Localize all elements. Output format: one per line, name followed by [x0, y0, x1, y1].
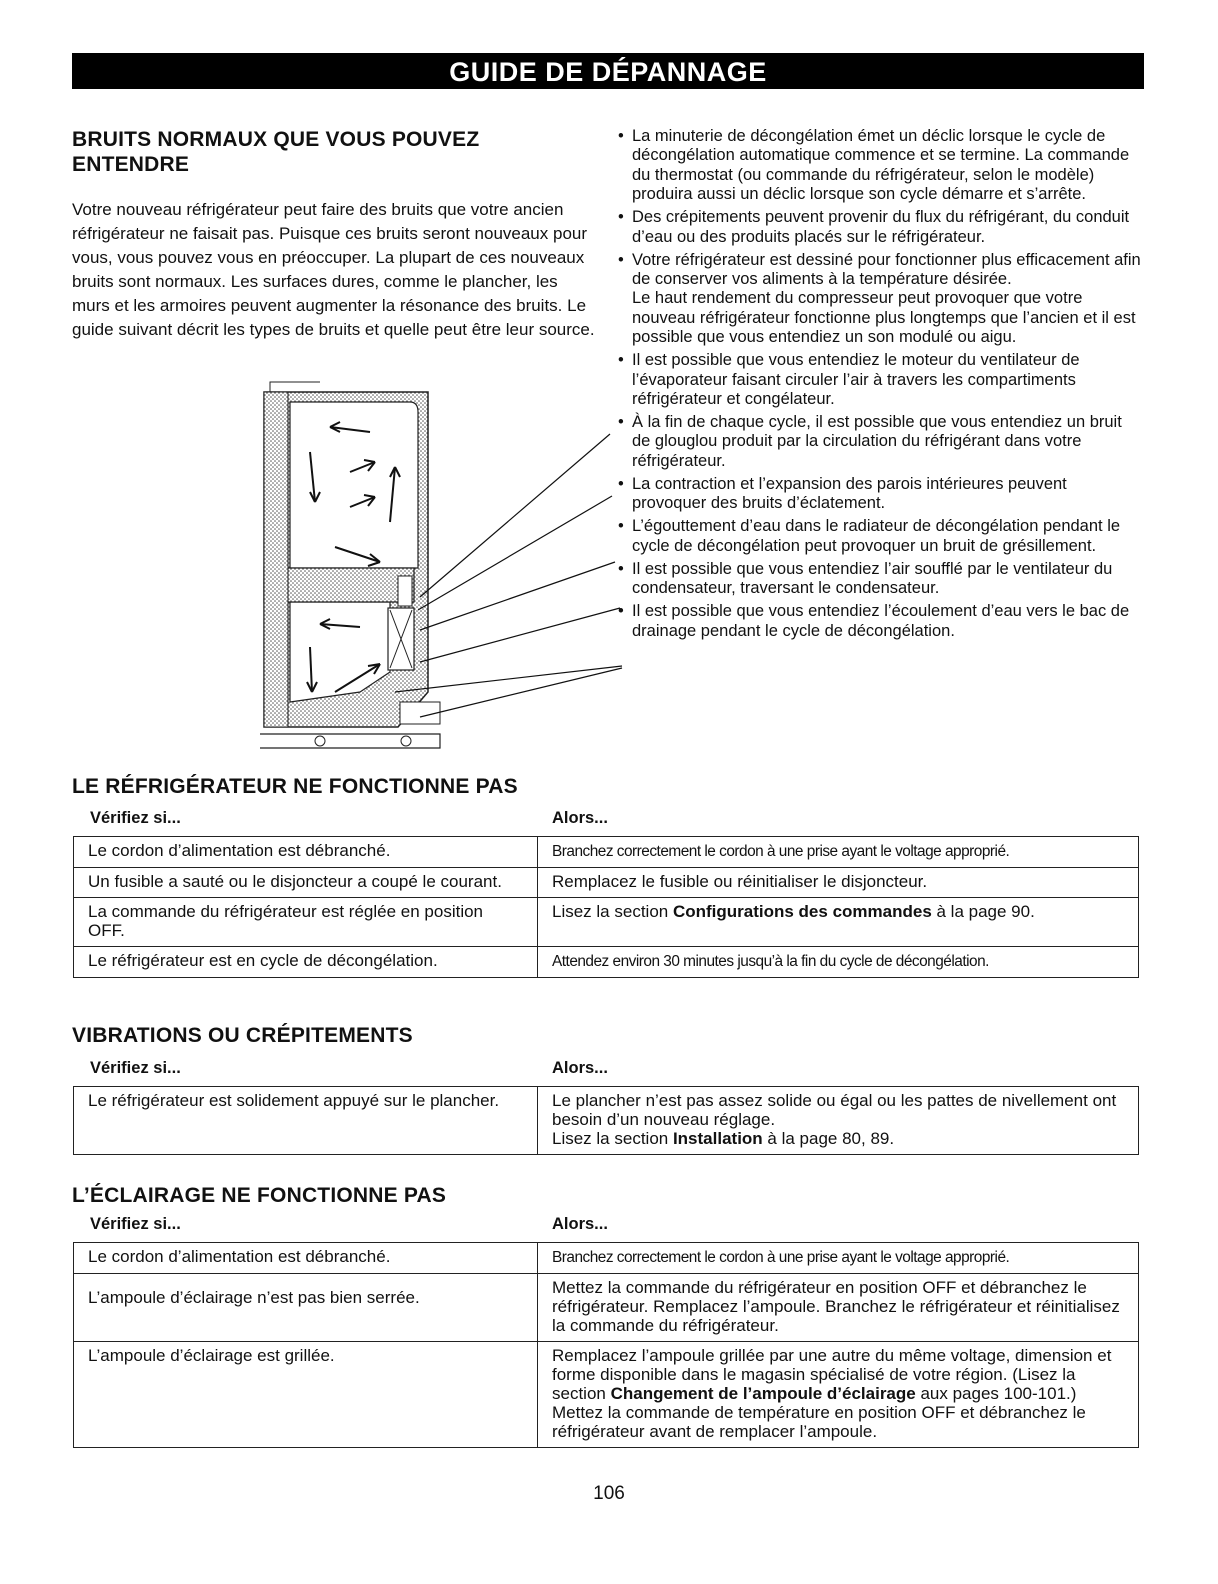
- col-then-header: Alors...: [552, 1059, 608, 1077]
- check-cell: L’ampoule d’éclairage est grillée.: [74, 1342, 538, 1448]
- table-row: [74, 868, 1139, 898]
- page-banner: GUIDE DE DÉPANNAGE: [72, 53, 1144, 89]
- check-cell: Le réfrigérateur est solidement appuyé sur le plancher.: [74, 1087, 538, 1155]
- table-row: [74, 1243, 1139, 1274]
- bullet-evaporator-fan: • Il est possible que vous entendiez le moteur du ventilateur de l’évaporateur faisant circuler l’air à travers les compartiments réfrigérateur et congélateur.: [618, 351, 1144, 409]
- bullet-condenser-fan: • Il est possible que vous entendiez l’air soufflé par le ventilateur du condensateur, traversant le condensateur.: [618, 560, 1144, 599]
- noises-intro: Votre nouveau réfrigérateur peut faire des bruits que votre ancien réfrigérateur ne faisait pas. Puisque ces bruits seront nouveaux pour vous, vous pouvez vous en préoccuper. La plupart de ces nouveaux bruits sont normaux. Les surfaces dures, comme le plancher, les murs et les armoires peuvent augmenter la résonance des bruits. Le guide suivant décrit les types de bruits et quelle peut être leur source.: [72, 200, 595, 339]
- then-cell: Remplacez l’ampoule grillée par une autre du même voltage, dimension et forme disponible dans le magasin spécialisé de votre région. (Lisez la section Changement de l’ampoule d’éclairage aux pages 100-101.) Mettez la commande de température en position OFF et débranchez le réfrigérateur avant de remplacer l’ampoule.: [538, 1342, 1139, 1448]
- check-cell: Un fusible a sauté ou le disjoncteur a coupé le courant.: [74, 868, 538, 898]
- bullet-efficiency: • Votre réfrigérateur est dessiné pour fonctionner plus efficacement afin de conserver vos aliments à la température désirée. Le haut rendement du compresseur peut provoquer que votre nouveau réfrigérateur fonctionne plus longtemps que l’ancien et il est possible que vous entendiez un son modulé ou aigu.: [618, 251, 1144, 348]
- table-row: [74, 1087, 1139, 1155]
- table-row: [74, 1342, 1139, 1448]
- fresh-food-compartment: [290, 402, 418, 568]
- table-vibrations: [73, 1086, 1139, 1155]
- table-row: [74, 1274, 1139, 1342]
- check-cell: Le cordon d’alimentation est débranché.: [74, 1243, 538, 1274]
- check-cell: L’ampoule d’éclairage n’est pas bien serrée.: [74, 1274, 538, 1342]
- then-cell: Remplacez le fusible ou réinitialiser le disjoncteur.: [538, 868, 1139, 898]
- bullet-crackling: • Des crépitements peuvent provenir du flux du réfrigérant, du conduit d’eau ou des produits placés sur le réfrigérateur.: [618, 208, 1144, 247]
- refrigerator-diagram: [250, 372, 650, 752]
- bullet-popping: • La contraction et l’expansion des parois intérieures peuvent provoquer des bruits d’éclatement.: [618, 475, 1144, 514]
- noises-bullet-list: [618, 127, 1144, 645]
- noises-title: BRUITS NORMAUX QUE VOUS POUVEZ ENTENDRE: [72, 128, 480, 176]
- bullet-water-flow: • Il est possible que vous entendiez l’écoulement d’eau vers le bac de drainage pendant le cycle de décongélation.: [618, 602, 1144, 641]
- col-check-header: Vérifiez si...: [90, 1215, 181, 1233]
- section-vibrations-title: VIBRATIONS OU CRÉPITEMENTS: [72, 1024, 413, 1047]
- page-number: 106: [593, 1483, 625, 1504]
- then-cell: Attendez environ 30 minutes jusqu’à la fin du cycle de décongélation.: [538, 947, 1139, 978]
- col-then-header: Alors...: [552, 1215, 608, 1233]
- col-then-header: Alors...: [552, 809, 608, 827]
- table-lighting: [73, 1242, 1139, 1448]
- bullet-defrost-timer: • La minuterie de décongélation émet un déclic lorsque le cycle de décongélation automatique commence et se termine. La commande du thermostat (ou commande du réfrigérateur, selon le modèle) produira aussi un déclic lorsque son cycle démarre et s’arrête.: [618, 127, 1144, 205]
- check-cell: Le réfrigérateur est en cycle de décongélation.: [74, 947, 538, 978]
- col-check-header: Vérifiez si...: [90, 809, 181, 827]
- table-row: [74, 898, 1139, 947]
- fan: [398, 576, 412, 606]
- check-cell: Le cordon d’alimentation est débranché.: [74, 837, 538, 868]
- check-cell: La commande du réfrigérateur est réglée en position OFF.: [74, 898, 538, 947]
- bullet-sizzling: • L’égouttement d’eau dans le radiateur de décongélation pendant le cycle de décongélation peut provoquer un bruit de grésillement.: [618, 517, 1144, 556]
- bullet-gurgling: • À la fin de chaque cycle, il est possible que vous entendiez un bruit de glouglou produit par la circulation du réfrigérant dans votre réfrigérateur.: [618, 413, 1144, 471]
- section-not-running-title: LE RÉFRIGÉRATEUR NE FONCTIONNE PAS: [72, 775, 518, 798]
- section-lighting-title: L’ÉCLAIRAGE NE FONCTIONNE PAS: [72, 1184, 447, 1207]
- col-check-header: Vérifiez si...: [90, 1059, 181, 1077]
- then-cell: Lisez la section Configurations des commandes à la page 90.: [538, 898, 1139, 947]
- table-row: [74, 837, 1139, 868]
- bullet-efficiency-extra: Le haut rendement du compresseur peut provoquer que votre nouveau réfrigérateur fonctionne plus longtemps que l’ancien et il est possible que vous entendiez un son modulé ou aigu.: [632, 289, 1136, 347]
- then-cell: Le plancher n’est pas assez solide ou égal ou les pattes de nivellement ont besoin d’un nouveau réglage. Lisez la section Installation à la page 80, 89.: [538, 1087, 1139, 1155]
- then-cell: Mettez la commande du réfrigérateur en position OFF et débranchez le réfrigérateur. Remplacez l’ampoule. Branchez le réfrigérateur et réinitialisez la commande du réfrigérateur.: [538, 1274, 1139, 1342]
- table-not-running: [73, 836, 1139, 978]
- then-cell: Branchez correctement le cordon à une prise ayant le voltage approprié.: [538, 1243, 1139, 1274]
- table-row: [74, 947, 1139, 978]
- then-cell: Branchez correctement le cordon à une prise ayant le voltage approprié.: [538, 837, 1139, 868]
